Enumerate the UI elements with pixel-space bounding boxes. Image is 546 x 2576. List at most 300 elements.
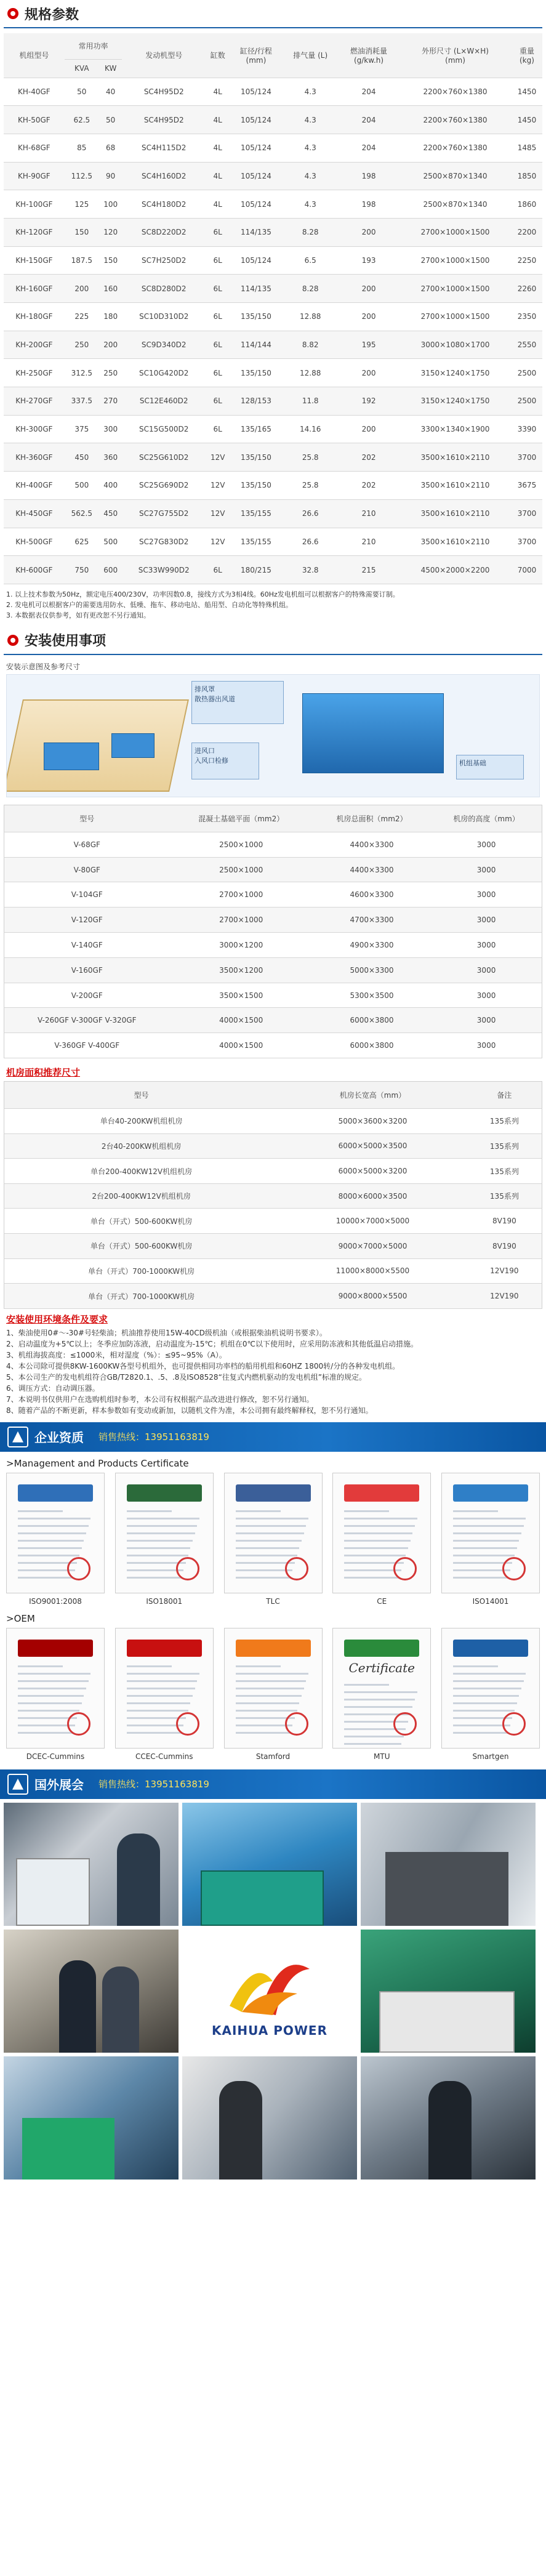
table-cell: 2500: [512, 387, 542, 416]
cabin-row: [4, 1209, 542, 1234]
table-cell: 2500: [512, 359, 542, 387]
table-cell: 135/150: [230, 472, 282, 500]
cert-caption: ISO14001: [472, 1596, 509, 1606]
table-cell: 单台200-400KW12V机组机房: [4, 1159, 279, 1184]
table-cell: 187.5: [65, 246, 99, 275]
requirement-line: 7、本说明书仅供用户在选购机组时参考，本公司有权根据产品改进进行修改，恕不另行通知。: [6, 1395, 314, 1404]
table-cell: 单台（开式）500-600KW机房: [4, 1209, 279, 1234]
table-cell: 198: [339, 162, 399, 190]
table-cell: 4600×3300: [313, 882, 431, 908]
expo-gallery: [0, 1799, 546, 2180]
spec-header-dimensions: 外形尺寸 (L×W×H) (mm): [399, 33, 512, 78]
table-cell: 6L: [206, 415, 230, 443]
table-cell: 3000: [431, 857, 542, 882]
table-cell: 2500×1000: [170, 857, 313, 882]
cert-caption: ISO9001:2008: [29, 1596, 82, 1606]
table-cell: 6L: [206, 218, 230, 246]
spec-header-fuel: 燃油消耗量 (g/kw.h): [339, 33, 399, 78]
dim-row: [4, 957, 542, 983]
cert-item[interactable]: [224, 1628, 323, 1761]
table-cell: SC10G420D2: [122, 359, 206, 387]
spec-row: [4, 528, 542, 556]
dim-header: 机房总面积（mm2）: [313, 805, 431, 832]
table-cell: 9000×7000×5000: [278, 1234, 467, 1259]
cert-item[interactable]: [115, 1628, 214, 1761]
table-cell: 200: [339, 415, 399, 443]
table-cell: 180/215: [230, 556, 282, 584]
table-cell: 114/135: [230, 275, 282, 303]
table-cell: 2500×870×1340: [399, 162, 512, 190]
spec-row: [4, 218, 542, 246]
table-cell: SC4H115D2: [122, 134, 206, 162]
table-cell: 4.3: [283, 106, 339, 134]
table-cell: 3000: [431, 933, 542, 958]
table-cell: 180: [99, 303, 122, 331]
spec-row: [4, 359, 542, 387]
table-cell: 25.8: [283, 472, 339, 500]
table-cell: SC15G500D2: [122, 415, 206, 443]
table-cell: 12V190: [467, 1258, 542, 1284]
cert-caption: CCEC-Cummins: [135, 1752, 193, 1761]
table-cell: 4000×1500: [170, 1033, 313, 1058]
expo-hotline[interactable]: 销售热线：13951163819: [98, 1779, 209, 1790]
spec-header-cylinders: 缸数: [206, 33, 230, 78]
table-cell: KH-300GF: [4, 415, 65, 443]
table-cell: 3000: [431, 957, 542, 983]
table-cell: 2700×1000×1500: [399, 303, 512, 331]
table-cell: 4400×3300: [313, 832, 431, 857]
spec-row: [4, 134, 542, 162]
table-cell: KH-160GF: [4, 275, 65, 303]
table-cell: 9000×8000×5500: [278, 1284, 467, 1309]
table-cell: 135系列: [467, 1159, 542, 1184]
cert-image: [6, 1473, 105, 1593]
table-cell: 2200×760×1380: [399, 78, 512, 106]
cabin-row: [4, 1258, 542, 1284]
spec-row: [4, 387, 542, 416]
table-cell: 62.5: [65, 106, 99, 134]
expo-photo[interactable]: [4, 1803, 179, 1926]
dim-row: [4, 983, 542, 1008]
oem-title: >OEM: [6, 1612, 35, 1624]
table-cell: 6L: [206, 246, 230, 275]
spec-header-model: 机组型号: [4, 33, 65, 78]
cert-item[interactable]: [441, 1628, 540, 1761]
table-cell: 300: [99, 415, 122, 443]
table-cell: 200: [339, 359, 399, 387]
expo-banner-title: 国外展会: [34, 1777, 84, 1793]
cabin-header: 备注: [467, 1082, 542, 1109]
cert-image: [332, 1628, 431, 1749]
table-cell: 195: [339, 331, 399, 359]
table-cell: 2700×1000×1500: [399, 275, 512, 303]
table-cell: 3150×1240×1750: [399, 387, 512, 416]
table-cell: 4L: [206, 162, 230, 190]
table-cell: 135系列: [467, 1183, 542, 1209]
table-cell: 200: [339, 275, 399, 303]
table-cell: 1450: [512, 78, 542, 106]
building-icon: [7, 1427, 28, 1447]
table-cell: 105/124: [230, 134, 282, 162]
table-cell: 204: [339, 134, 399, 162]
table-cell: 750: [65, 556, 99, 584]
table-cell: 3500×1610×2110: [399, 499, 512, 528]
table-cell: 150: [65, 218, 99, 246]
table-cell: 25.8: [283, 443, 339, 472]
table-cell: 2700×1000: [170, 908, 313, 933]
table-cell: 4.3: [283, 78, 339, 106]
table-cell: 3500×1610×2110: [399, 528, 512, 556]
cert-caption: CE: [377, 1596, 387, 1606]
table-cell: 4000×1500: [170, 1008, 313, 1033]
cabin-row: [4, 1284, 542, 1309]
record-dot-icon: [7, 635, 18, 646]
table-cell: 200: [99, 331, 122, 359]
spec-header-engine: 发动机型号: [122, 33, 206, 78]
table-cell: 3000: [431, 832, 542, 857]
cert-hotline[interactable]: 销售热线：13951163819: [98, 1431, 209, 1443]
table-cell: 202: [339, 443, 399, 472]
spec-row: [4, 78, 542, 106]
table-cell: 12V: [206, 443, 230, 472]
seal-icon: [285, 1712, 308, 1736]
cert-banner: [0, 1422, 546, 1452]
table-cell: 4L: [206, 106, 230, 134]
table-cell: 225: [65, 303, 99, 331]
table-cell: 3500×1500: [170, 983, 313, 1008]
table-cell: 11000×8000×5500: [278, 1258, 467, 1284]
requirement-line: 3、机组海拔高度：≤1000米，相对湿度（%）：≤95~95%（A）。: [6, 1350, 227, 1359]
table-cell: 12.88: [283, 359, 339, 387]
cabin-header: 型号: [4, 1082, 279, 1109]
cabin-header: 机房长宽高（mm）: [278, 1082, 467, 1109]
table-cell: 12.88: [283, 303, 339, 331]
spec-table: [4, 33, 542, 584]
table-cell: 8V190: [467, 1209, 542, 1234]
spec-header-displacement: 排气量 (L): [283, 33, 339, 78]
spec-row: [4, 556, 542, 584]
dim-row: [4, 832, 542, 857]
table-cell: KH-500GF: [4, 528, 65, 556]
kaihua-logo-cell: [182, 1930, 357, 2053]
spec-note: 2. 发电机可以根据客户的需要选用防水、低噪、拖车、移动电站、船用型、自动化等特殊机组。: [6, 600, 292, 609]
cert-image: [224, 1628, 323, 1749]
table-cell: 192: [339, 387, 399, 416]
table-cell: 8.28: [283, 218, 339, 246]
spec-header-power: 常用功率: [65, 33, 122, 59]
table-cell: 105/124: [230, 78, 282, 106]
table-cell: 3500×1200: [170, 957, 313, 983]
table-cell: 3390: [512, 415, 542, 443]
table-cell: SC10D310D2: [122, 303, 206, 331]
table-cell: SC33W990D2: [122, 556, 206, 584]
record-dot-icon: [7, 8, 18, 19]
table-cell: 5000×3300: [313, 957, 431, 983]
requirements-title: 安装使用环境条件及要求: [6, 1313, 108, 1325]
table-cell: 单台（开式）500-600KW机房: [4, 1234, 279, 1259]
table-cell: KH-90GF: [4, 162, 65, 190]
seal-icon: [176, 1712, 199, 1736]
spec-section-header: [4, 0, 542, 28]
table-cell: V-160GF: [4, 957, 170, 983]
table-cell: KH-50GF: [4, 106, 65, 134]
table-cell: 3150×1240×1750: [399, 359, 512, 387]
table-cell: 3700: [512, 499, 542, 528]
table-cell: KH-250GF: [4, 359, 65, 387]
seal-icon: [393, 1557, 417, 1580]
table-cell: 6L: [206, 275, 230, 303]
table-cell: 12V: [206, 472, 230, 500]
table-cell: 12V190: [467, 1284, 542, 1309]
table-cell: 单台（开式）700-1000KW机房: [4, 1284, 279, 1309]
table-cell: 114/135: [230, 218, 282, 246]
table-cell: 3000×1200: [170, 933, 313, 958]
dim-header: 机房的高度（mm）: [431, 805, 542, 832]
dim-header: 型号: [4, 805, 170, 832]
table-cell: 4400×3300: [313, 857, 431, 882]
table-cell: 14.16: [283, 415, 339, 443]
table-cell: 2200×760×1380: [399, 106, 512, 134]
table-cell: 2550: [512, 331, 542, 359]
table-cell: 1450: [512, 106, 542, 134]
table-cell: V-68GF: [4, 832, 170, 857]
table-cell: 312.5: [65, 359, 99, 387]
table-cell: 3000: [431, 1033, 542, 1058]
seal-icon: [176, 1557, 199, 1580]
requirement-line: 2、启动温度为+5℃以上；冬季应加防冻液，启动温度为-15℃；机组在0℃以下使用时，应采用防冻液和其他低温启动措施。: [6, 1339, 418, 1348]
seal-icon: [393, 1712, 417, 1736]
table-cell: 135系列: [467, 1109, 542, 1134]
table-cell: 4L: [206, 78, 230, 106]
spec-subheader-kw: KW: [99, 59, 122, 78]
cabin-row: [4, 1109, 542, 1134]
seal-icon: [285, 1557, 308, 1580]
dim-row: [4, 1033, 542, 1058]
cabin-size-table: [4, 1081, 542, 1309]
table-cell: KH-150GF: [4, 246, 65, 275]
table-cell: 193: [339, 246, 399, 275]
cabin-title: 机房面积推荐尺寸: [6, 1067, 81, 1079]
expo-banner: [0, 1769, 546, 1799]
seal-icon: [502, 1712, 526, 1736]
table-cell: 10000×7000×5000: [278, 1209, 467, 1234]
generator-illustration: [44, 743, 99, 770]
mgmt-cert-title: >Management and Products Certificate: [6, 1457, 189, 1469]
spec-row: [4, 472, 542, 500]
cert-image: [6, 1628, 105, 1749]
dim-header: 混凝土基础平面（mm2）: [170, 805, 313, 832]
table-cell: 200: [339, 218, 399, 246]
spec-row: [4, 303, 542, 331]
table-cell: 6000×3800: [313, 1008, 431, 1033]
table-cell: 3000: [431, 1008, 542, 1033]
dim-row: [4, 933, 542, 958]
cert-item[interactable]: [441, 1473, 540, 1606]
table-cell: 3000: [431, 983, 542, 1008]
requirement-line: 8、随着产品的不断更新，样本参数如有变动或新加，以随机文件为准，本公司拥有最终解释权，恕不另行通知。: [6, 1406, 373, 1415]
table-cell: 2250: [512, 246, 542, 275]
table-cell: 125: [65, 190, 99, 219]
table-cell: 12V: [206, 499, 230, 528]
table-cell: KH-400GF: [4, 472, 65, 500]
table-cell: 250: [65, 331, 99, 359]
table-cell: 1860: [512, 190, 542, 219]
table-cell: 2700×1000: [170, 882, 313, 908]
spec-row: [4, 106, 542, 134]
table-cell: V-104GF: [4, 882, 170, 908]
table-cell: 2台40-200KW机组机房: [4, 1133, 279, 1159]
cert-image: [441, 1473, 540, 1593]
table-cell: 2500×1000: [170, 832, 313, 857]
table-cell: KH-450GF: [4, 499, 65, 528]
spec-row: [4, 331, 542, 359]
table-cell: 3700: [512, 443, 542, 472]
table-cell: SC25G690D2: [122, 472, 206, 500]
table-cell: 4900×3300: [313, 933, 431, 958]
table-cell: V-260GF V-300GF V-320GF: [4, 1008, 170, 1033]
table-cell: 8000×6000×3500: [278, 1183, 467, 1209]
table-cell: 250: [99, 359, 122, 387]
table-cell: 3500×1610×2110: [399, 472, 512, 500]
table-cell: 7000: [512, 556, 542, 584]
table-cell: 450: [99, 499, 122, 528]
table-cell: 3000×1080×1700: [399, 331, 512, 359]
expo-photo[interactable]: [361, 1803, 536, 1926]
table-cell: SC4H95D2: [122, 78, 206, 106]
table-cell: 32.8: [283, 556, 339, 584]
table-cell: 270: [99, 387, 122, 416]
table-cell: 210: [339, 499, 399, 528]
table-cell: 128/153: [230, 387, 282, 416]
table-cell: 500: [99, 528, 122, 556]
expo-photo[interactable]: [4, 1930, 179, 2053]
requirement-line: 5、本公司生产的发电机组符合GB/T2820.1、.5、.8及ISO8528“往复式内燃机驱动的发电机组”标准的规定。: [6, 1372, 367, 1382]
cert-image: [115, 1628, 214, 1749]
table-cell: KH-180GF: [4, 303, 65, 331]
table-cell: 单台（开式）700-1000KW机房: [4, 1258, 279, 1284]
spec-row: [4, 190, 542, 219]
dim-row: [4, 857, 542, 882]
table-cell: 1485: [512, 134, 542, 162]
expo-photo[interactable]: [361, 2056, 536, 2180]
table-cell: 2700×1000×1500: [399, 246, 512, 275]
table-cell: SC27G755D2: [122, 499, 206, 528]
table-cell: 6.5: [283, 246, 339, 275]
table-cell: 112.5: [65, 162, 99, 190]
table-cell: SC4H180D2: [122, 190, 206, 219]
spec-header-bore: 缸径/行程 (mm): [230, 33, 282, 78]
table-cell: V-200GF: [4, 983, 170, 1008]
dim-row: [4, 908, 542, 933]
table-cell: 68: [99, 134, 122, 162]
table-cell: 4.3: [283, 134, 339, 162]
table-cell: 8V190: [467, 1234, 542, 1259]
table-cell: 210: [339, 528, 399, 556]
table-cell: 135/155: [230, 528, 282, 556]
table-cell: 135/150: [230, 443, 282, 472]
table-cell: 2260: [512, 275, 542, 303]
table-cell: 26.6: [283, 499, 339, 528]
table-cell: 135/150: [230, 359, 282, 387]
dim-row: [4, 882, 542, 908]
cert-caption: Smartgen: [472, 1752, 509, 1761]
spec-row: [4, 246, 542, 275]
globe-icon: [7, 1774, 28, 1795]
cert-caption: TLC: [266, 1596, 280, 1606]
cert-item[interactable]: [6, 1473, 105, 1606]
table-cell: KH-200GF: [4, 331, 65, 359]
spec-table-body: [4, 78, 542, 584]
seal-icon: [502, 1557, 526, 1580]
table-cell: 500: [65, 472, 99, 500]
spec-row: [4, 275, 542, 303]
requirement-line: 1、柴油使用0#～-30#号轻柴油；机油推荐使用15W-40CD级机油（或根据柴油机说明书要求）。: [6, 1328, 327, 1337]
table-cell: 4.3: [283, 162, 339, 190]
table-cell: 105/124: [230, 162, 282, 190]
requirement-line: 4、本公司除可提供8KW-1600KW各型号机组外，也可提供相同功率档的船用机组和60HZ 1800转/分的各种发电机组。: [6, 1361, 400, 1371]
expo-photo[interactable]: [4, 2056, 179, 2180]
table-cell: 6000×5000×3200: [278, 1159, 467, 1184]
table-cell: 625: [65, 528, 99, 556]
table-cell: SC4H160D2: [122, 162, 206, 190]
table-cell: KH-40GF: [4, 78, 65, 106]
dim-table-body: [4, 832, 542, 1058]
table-cell: 4700×3300: [313, 908, 431, 933]
cert-item[interactable]: [224, 1473, 323, 1606]
kaihua-logo-text: KAIHUA POWER: [211, 2023, 327, 2038]
spec-header-weight: 重量 (kg): [512, 33, 542, 78]
table-cell: V-120GF: [4, 908, 170, 933]
table-cell: 12V: [206, 528, 230, 556]
table-cell: V-360GF V-400GF: [4, 1033, 170, 1058]
table-cell: 8.28: [283, 275, 339, 303]
table-cell: 105/124: [230, 190, 282, 219]
table-cell: 450: [65, 443, 99, 472]
kaihua-power-logo-icon: [217, 1944, 322, 2018]
cert-item[interactable]: [332, 1628, 431, 1761]
install-subtitle: 安装示意图及参考尺寸: [6, 662, 81, 671]
cert-item[interactable]: [115, 1473, 214, 1606]
table-cell: 40: [99, 78, 122, 106]
spec-row: [4, 415, 542, 443]
table-cell: 160: [99, 275, 122, 303]
diagram-panel: 机组基础: [456, 755, 524, 779]
requirement-line: 6、调压方式：自动调压器。: [6, 1383, 100, 1393]
table-cell: SC12E460D2: [122, 387, 206, 416]
table-cell: 2台200-400KW12V机组机房: [4, 1183, 279, 1209]
cert-item[interactable]: [6, 1628, 105, 1761]
table-cell: 2700×1000×1500: [399, 218, 512, 246]
expo-photo[interactable]: [182, 1803, 357, 1926]
table-cell: KH-360GF: [4, 443, 65, 472]
expo-photo[interactable]: [361, 1930, 536, 2053]
spec-row: [4, 162, 542, 190]
cert-caption: Stamford: [255, 1752, 291, 1761]
requirements: [6, 1314, 540, 1416]
cert-item[interactable]: [332, 1473, 431, 1606]
table-cell: 360: [99, 443, 122, 472]
mtu-cert-heading: Certificate: [348, 1660, 415, 1675]
table-cell: 135/150: [230, 303, 282, 331]
table-cell: 2200: [512, 218, 542, 246]
table-cell: 3500×1610×2110: [399, 443, 512, 472]
table-cell: 2200×760×1380: [399, 134, 512, 162]
cabin-row: [4, 1183, 542, 1209]
table-cell: 337.5: [65, 387, 99, 416]
expo-photo[interactable]: [182, 2056, 357, 2180]
table-cell: 375: [65, 415, 99, 443]
mgmt-cert-list: [0, 1473, 546, 1606]
